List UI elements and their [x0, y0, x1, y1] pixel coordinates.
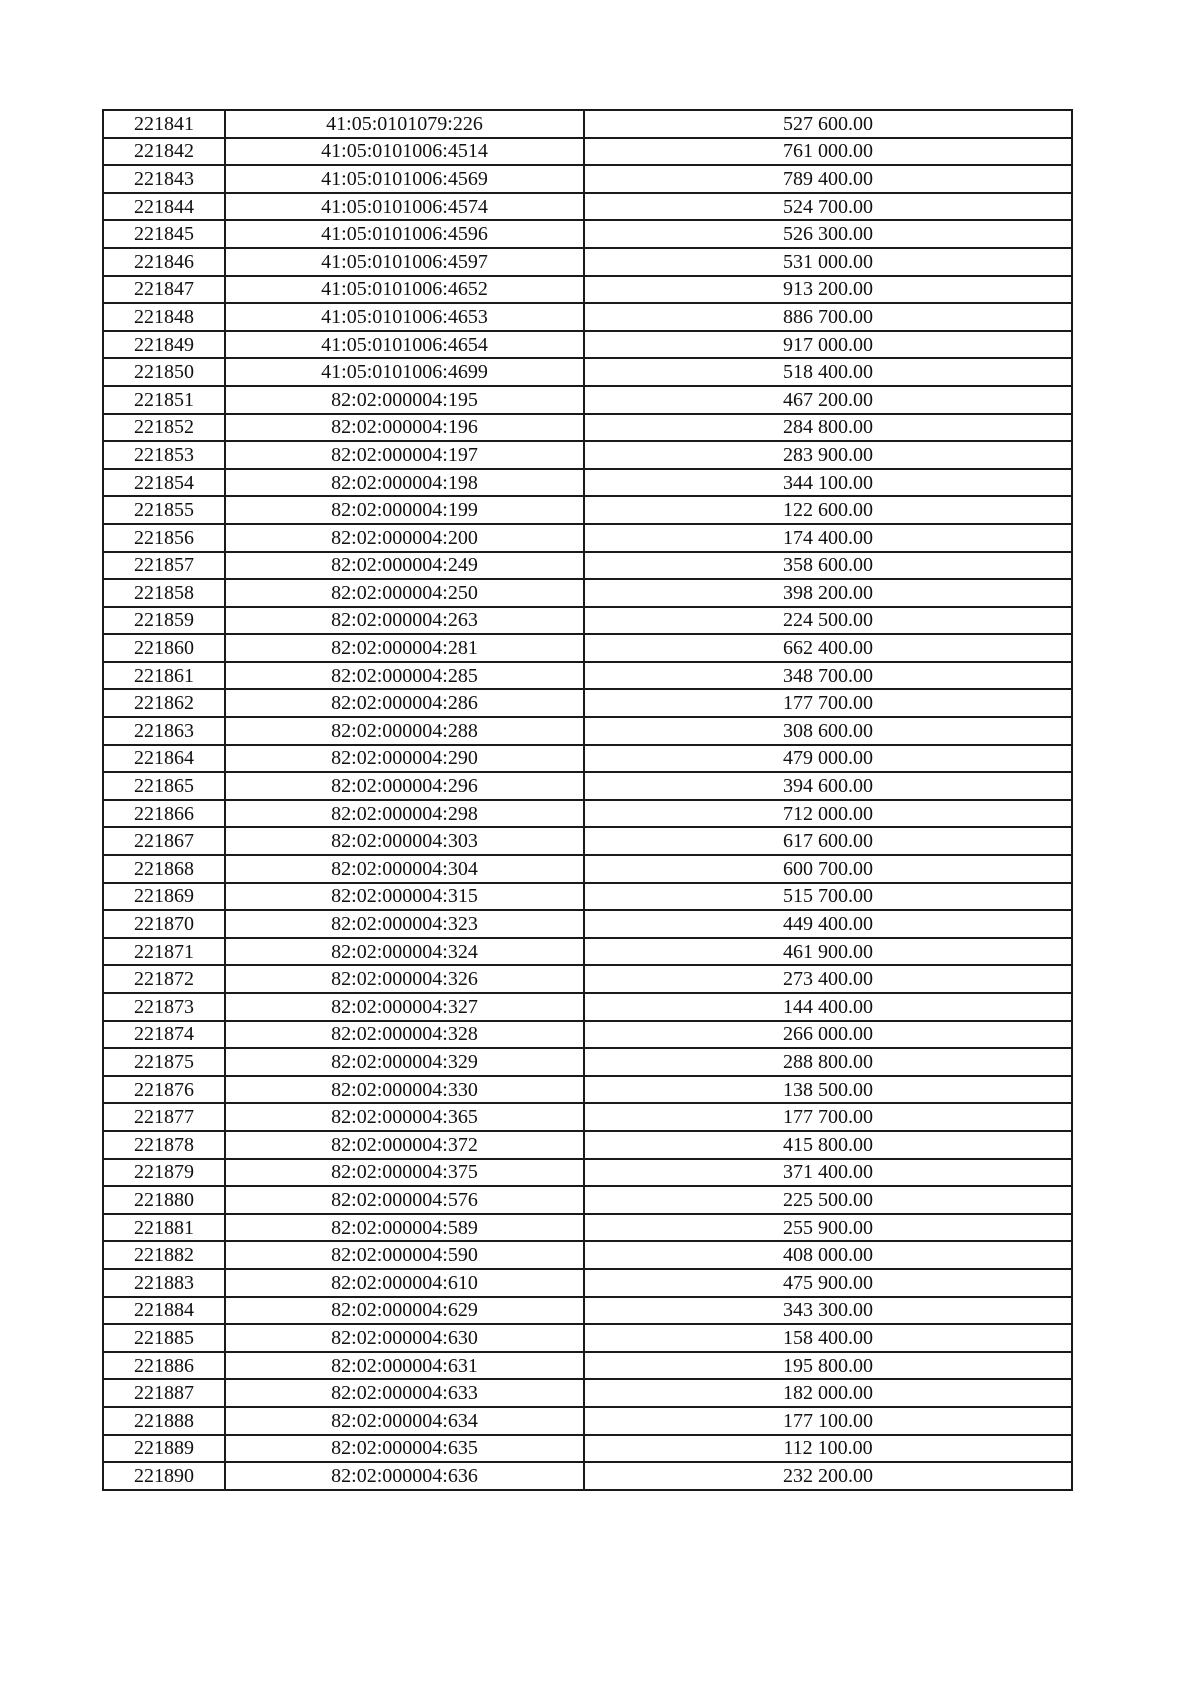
cadastral-value-cell: 308 600.00	[584, 717, 1072, 745]
cadastral-value-cell: 177 700.00	[584, 689, 1072, 717]
row-number-cell: 221876	[103, 1076, 225, 1104]
cadastral-value-cell: 255 900.00	[584, 1214, 1072, 1242]
cadastral-number-cell: 82:02:000004:327	[225, 993, 584, 1021]
table-row	[103, 1379, 1072, 1407]
row-number-cell: 221860	[103, 634, 225, 662]
row-number-cell: 221878	[103, 1131, 225, 1159]
table-row	[103, 607, 1072, 635]
table-row	[103, 496, 1072, 524]
cadastral-value-cell: 273 400.00	[584, 965, 1072, 993]
table-row	[103, 524, 1072, 552]
cadastral-value-cell: 266 000.00	[584, 1021, 1072, 1049]
table-row	[103, 1131, 1072, 1159]
cadastral-number-cell: 82:02:000004:636	[225, 1462, 584, 1490]
table-row	[103, 800, 1072, 828]
cadastral-value-cell: 182 000.00	[584, 1379, 1072, 1407]
table-row	[103, 441, 1072, 469]
cadastral-number-cell: 82:02:000004:330	[225, 1076, 584, 1104]
table-row	[103, 1186, 1072, 1214]
cadastral-value-cell: 348 700.00	[584, 662, 1072, 690]
row-number-cell: 221888	[103, 1407, 225, 1435]
row-number-cell: 221849	[103, 331, 225, 359]
cadastral-value-cell: 138 500.00	[584, 1076, 1072, 1104]
row-number-cell: 221874	[103, 1021, 225, 1049]
cadastral-value-cell: 913 200.00	[584, 276, 1072, 304]
cadastral-number-cell: 41:05:0101006:4654	[225, 331, 584, 359]
cadastral-value-cell: 886 700.00	[584, 303, 1072, 331]
table-row	[103, 1269, 1072, 1297]
cadastral-number-cell: 82:02:000004:635	[225, 1435, 584, 1463]
table-row	[103, 220, 1072, 248]
cadastral-value-cell: 789 400.00	[584, 165, 1072, 193]
row-number-cell: 221873	[103, 993, 225, 1021]
cadastral-number-cell: 82:02:000004:633	[225, 1379, 584, 1407]
cadastral-value-cell: 344 100.00	[584, 469, 1072, 497]
cadastral-value-cell: 415 800.00	[584, 1131, 1072, 1159]
row-number-cell: 221884	[103, 1297, 225, 1325]
cadastral-number-cell: 82:02:000004:372	[225, 1131, 584, 1159]
row-number-cell: 221859	[103, 607, 225, 635]
table-row	[103, 1076, 1072, 1104]
cadastral-value-cell: 662 400.00	[584, 634, 1072, 662]
cadastral-number-cell: 82:02:000004:303	[225, 827, 584, 855]
row-number-cell: 221870	[103, 910, 225, 938]
cadastral-value-cell: 394 600.00	[584, 772, 1072, 800]
cadastral-value-cell: 283 900.00	[584, 441, 1072, 469]
row-number-cell: 221879	[103, 1159, 225, 1187]
row-number-cell: 221889	[103, 1435, 225, 1463]
row-number-cell: 221844	[103, 193, 225, 221]
cadastral-number-cell: 41:05:0101006:4569	[225, 165, 584, 193]
table-row	[103, 165, 1072, 193]
cadastral-number-cell: 82:02:000004:304	[225, 855, 584, 883]
row-number-cell: 221877	[103, 1103, 225, 1131]
row-number-cell: 221856	[103, 524, 225, 552]
table-row	[103, 772, 1072, 800]
table-row	[103, 193, 1072, 221]
cadastral-value-cell: 112 100.00	[584, 1435, 1072, 1463]
cadastral-number-cell: 82:02:000004:631	[225, 1352, 584, 1380]
table-row	[103, 414, 1072, 442]
row-number-cell: 221869	[103, 883, 225, 911]
cadastral-number-cell: 82:02:000004:590	[225, 1241, 584, 1269]
cadastral-number-cell: 41:05:0101006:4653	[225, 303, 584, 331]
cadastral-value-cell: 371 400.00	[584, 1159, 1072, 1187]
cadastral-number-cell: 82:02:000004:634	[225, 1407, 584, 1435]
table-row	[103, 303, 1072, 331]
cadastral-value-cell: 518 400.00	[584, 358, 1072, 386]
row-number-cell: 221883	[103, 1269, 225, 1297]
table-row	[103, 1048, 1072, 1076]
cadastral-number-cell: 82:02:000004:298	[225, 800, 584, 828]
cadastral-value-cell: 461 900.00	[584, 938, 1072, 966]
table-row	[103, 1407, 1072, 1435]
cadastral-value-cell: 467 200.00	[584, 386, 1072, 414]
cadastral-number-cell: 82:02:000004:375	[225, 1159, 584, 1187]
cadastral-value-cell: 526 300.00	[584, 220, 1072, 248]
row-number-cell: 221868	[103, 855, 225, 883]
cadastral-value-cell: 761 000.00	[584, 138, 1072, 166]
table-row	[103, 1462, 1072, 1490]
table-row	[103, 1435, 1072, 1463]
cadastral-number-cell: 82:02:000004:329	[225, 1048, 584, 1076]
row-number-cell: 221855	[103, 496, 225, 524]
table-body	[103, 110, 1072, 1490]
cadastral-number-cell: 82:02:000004:197	[225, 441, 584, 469]
cadastral-value-cell: 358 600.00	[584, 552, 1072, 580]
cadastral-number-cell: 41:05:0101006:4699	[225, 358, 584, 386]
cadastral-value-cell: 284 800.00	[584, 414, 1072, 442]
cadastral-value-cell: 288 800.00	[584, 1048, 1072, 1076]
row-number-cell: 221858	[103, 579, 225, 607]
table-row	[103, 662, 1072, 690]
cadastral-value-cell: 527 600.00	[584, 110, 1072, 138]
cadastral-value-cell: 232 200.00	[584, 1462, 1072, 1490]
table-row	[103, 552, 1072, 580]
cadastral-number-cell: 82:02:000004:328	[225, 1021, 584, 1049]
cadastral-number-cell: 82:02:000004:288	[225, 717, 584, 745]
row-number-cell: 221890	[103, 1462, 225, 1490]
cadastral-number-cell: 82:02:000004:263	[225, 607, 584, 635]
cadastral-value-cell: 225 500.00	[584, 1186, 1072, 1214]
cadastral-number-cell: 82:02:000004:285	[225, 662, 584, 690]
row-number-cell: 221866	[103, 800, 225, 828]
cadastral-number-cell: 82:02:000004:630	[225, 1324, 584, 1352]
cadastral-number-cell: 82:02:000004:365	[225, 1103, 584, 1131]
table-row	[103, 1241, 1072, 1269]
cadastral-number-cell: 82:02:000004:610	[225, 1269, 584, 1297]
row-number-cell: 221861	[103, 662, 225, 690]
row-number-cell: 221872	[103, 965, 225, 993]
cadastral-number-cell: 41:05:0101006:4597	[225, 248, 584, 276]
cadastral-number-cell: 82:02:000004:199	[225, 496, 584, 524]
cadastral-number-cell: 41:05:0101006:4596	[225, 220, 584, 248]
table-row	[103, 993, 1072, 1021]
cadastral-number-cell: 41:05:0101079:226	[225, 110, 584, 138]
cadastral-number-cell: 82:02:000004:589	[225, 1214, 584, 1242]
cadastral-value-cell: 177 100.00	[584, 1407, 1072, 1435]
cadastral-number-cell: 82:02:000004:250	[225, 579, 584, 607]
cadastral-number-cell: 82:02:000004:324	[225, 938, 584, 966]
row-number-cell: 221851	[103, 386, 225, 414]
row-number-cell: 221882	[103, 1241, 225, 1269]
cadastral-number-cell: 82:02:000004:315	[225, 883, 584, 911]
row-number-cell: 221862	[103, 689, 225, 717]
row-number-cell: 221867	[103, 827, 225, 855]
table-row	[103, 1352, 1072, 1380]
cadastral-number-cell: 82:02:000004:629	[225, 1297, 584, 1325]
table-row	[103, 248, 1072, 276]
cadastral-value-cell: 158 400.00	[584, 1324, 1072, 1352]
cadastral-value-cell: 408 000.00	[584, 1241, 1072, 1269]
cadastral-number-cell: 82:02:000004:198	[225, 469, 584, 497]
cadastral-number-cell: 82:02:000004:576	[225, 1186, 584, 1214]
row-number-cell: 221850	[103, 358, 225, 386]
cadastral-value-cell: 174 400.00	[584, 524, 1072, 552]
row-number-cell: 221846	[103, 248, 225, 276]
table-row	[103, 938, 1072, 966]
table-row	[103, 1324, 1072, 1352]
cadastral-number-cell: 82:02:000004:326	[225, 965, 584, 993]
cadastral-value-cell: 177 700.00	[584, 1103, 1072, 1131]
row-number-cell: 221863	[103, 717, 225, 745]
row-number-cell: 221848	[103, 303, 225, 331]
table-row	[103, 634, 1072, 662]
row-number-cell: 221881	[103, 1214, 225, 1242]
cadastral-number-cell: 82:02:000004:195	[225, 386, 584, 414]
row-number-cell: 221853	[103, 441, 225, 469]
row-number-cell: 221880	[103, 1186, 225, 1214]
table-row	[103, 386, 1072, 414]
row-number-cell: 221842	[103, 138, 225, 166]
cadastral-value-cell: 617 600.00	[584, 827, 1072, 855]
cadastral-number-cell: 82:02:000004:296	[225, 772, 584, 800]
cadastral-value-cell: 449 400.00	[584, 910, 1072, 938]
table-row	[103, 1214, 1072, 1242]
cadastral-value-cell: 343 300.00	[584, 1297, 1072, 1325]
cadastral-number-cell: 82:02:000004:286	[225, 689, 584, 717]
table-row	[103, 579, 1072, 607]
table-row	[103, 745, 1072, 773]
row-number-cell: 221857	[103, 552, 225, 580]
cadastral-value-cell: 917 000.00	[584, 331, 1072, 359]
row-number-cell: 221854	[103, 469, 225, 497]
table-row	[103, 1021, 1072, 1049]
cadastral-value-cell: 122 600.00	[584, 496, 1072, 524]
cadastral-number-cell: 82:02:000004:196	[225, 414, 584, 442]
cadastral-number-cell: 82:02:000004:290	[225, 745, 584, 773]
table-row	[103, 110, 1072, 138]
row-number-cell: 221865	[103, 772, 225, 800]
cadastral-number-cell: 82:02:000004:323	[225, 910, 584, 938]
row-number-cell: 221885	[103, 1324, 225, 1352]
table-row	[103, 331, 1072, 359]
row-number-cell: 221847	[103, 276, 225, 304]
cadastral-value-cell: 144 400.00	[584, 993, 1072, 1021]
table-row	[103, 910, 1072, 938]
cadastral-number-cell: 82:02:000004:249	[225, 552, 584, 580]
cadastral-value-table	[102, 109, 1073, 1491]
cadastral-value-cell: 224 500.00	[584, 607, 1072, 635]
row-number-cell: 221871	[103, 938, 225, 966]
cadastral-value-cell: 479 000.00	[584, 745, 1072, 773]
cadastral-value-cell: 398 200.00	[584, 579, 1072, 607]
cadastral-value-cell: 600 700.00	[584, 855, 1072, 883]
table-row	[103, 855, 1072, 883]
row-number-cell: 221843	[103, 165, 225, 193]
table-row	[103, 827, 1072, 855]
table-row	[103, 689, 1072, 717]
cadastral-number-cell: 41:05:0101006:4652	[225, 276, 584, 304]
table-row	[103, 1159, 1072, 1187]
row-number-cell: 221864	[103, 745, 225, 773]
cadastral-number-cell: 41:05:0101006:4514	[225, 138, 584, 166]
row-number-cell: 221886	[103, 1352, 225, 1380]
table-row	[103, 965, 1072, 993]
table-row	[103, 1297, 1072, 1325]
row-number-cell: 221875	[103, 1048, 225, 1076]
row-number-cell: 221887	[103, 1379, 225, 1407]
cadastral-value-cell: 531 000.00	[584, 248, 1072, 276]
cadastral-number-cell: 41:05:0101006:4574	[225, 193, 584, 221]
cadastral-value-cell: 515 700.00	[584, 883, 1072, 911]
cadastral-value-cell: 195 800.00	[584, 1352, 1072, 1380]
table-row	[103, 1103, 1072, 1131]
row-number-cell: 221845	[103, 220, 225, 248]
table-row	[103, 358, 1072, 386]
table-row	[103, 717, 1072, 745]
table-row	[103, 276, 1072, 304]
row-number-cell: 221852	[103, 414, 225, 442]
table-row	[103, 469, 1072, 497]
row-number-cell: 221841	[103, 110, 225, 138]
table-row	[103, 883, 1072, 911]
cadastral-number-cell: 82:02:000004:281	[225, 634, 584, 662]
cadastral-value-cell: 524 700.00	[584, 193, 1072, 221]
table-row	[103, 138, 1072, 166]
cadastral-number-cell: 82:02:000004:200	[225, 524, 584, 552]
cadastral-value-cell: 712 000.00	[584, 800, 1072, 828]
cadastral-value-cell: 475 900.00	[584, 1269, 1072, 1297]
